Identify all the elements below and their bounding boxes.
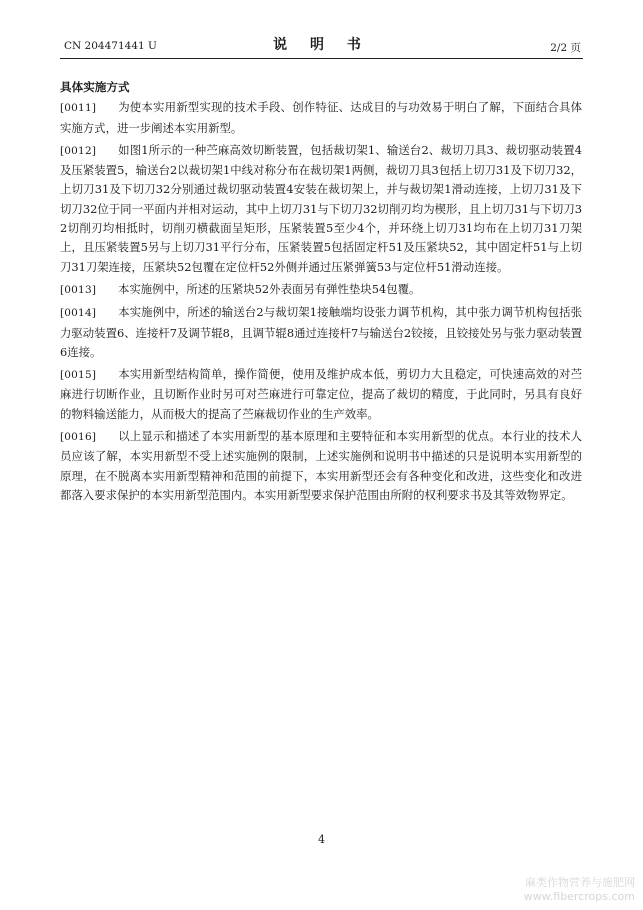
paragraph-0016: [60, 427, 582, 505]
paragraph-text: 为使本实用新型实现的技术手段、创作特征、达成目的与功效易于明白了解，下面结合具体实施方式，进一步阐述本实用新型。: [60, 100, 582, 135]
header-divider: [60, 58, 583, 59]
paragraph-text: 本实用新型结构简单，操作简便，使用及维护成本低，剪切力大且稳定，可快速高效的对苎麻进行切断作业，且切断作业时另可对苎麻进行可靠定位，提高了裁切的精度，于此同时，另具有良好的物料输送能力，从而极大的提高了苎麻裁切作业的生产效率。: [60, 367, 582, 421]
page-indicator: 2/2 页: [550, 42, 581, 54]
watermark-line-2: www.fibercrops.com: [523, 890, 635, 903]
paragraph-number: [0015]: [60, 369, 97, 382]
document-body: [60, 78, 582, 508]
paragraph-0014: [60, 303, 582, 362]
paragraph-0013: [60, 280, 582, 300]
page-number: 4: [318, 833, 325, 846]
section-title: 具体实施方式: [60, 80, 130, 94]
paragraph-number: [0013]: [60, 283, 97, 296]
paragraph-number: [0016]: [60, 431, 97, 444]
paragraph-text: 本实施例中，所述的输送台2与裁切架1接触端均设张力调节机构，其中张力调节机构包括张力驱动装置6、连接杆7及调节辊8，且调节辊8通过连接杆7与输送台2铰接，且铰接处另与张力驱动装置6连接。: [60, 305, 582, 359]
paragraph-text: 本实施例中，所述的压紧块52外表面另有弹性垫块54包覆。: [118, 281, 421, 296]
paragraph-0011: [60, 98, 582, 138]
paragraph-text: 如图1所示的一种苎麻高效切断装置，包括裁切架1、输送台2、裁切刀具3、裁切驱动装置4及压紧装置5，输送台2以裁切架1中线对称分布在裁切架1两侧，裁切刀具3包括上切刀31及下切刀32，上切刀31及下切刀32分别通过裁切驱动装置4安装在裁切架上，并与裁切架1滑动连接，上切刀31及下切刀32位于同一平面内并相对运动，其中上切刀31与下切刀32切削刃均为楔形，且上切刀31与下切刀32切削刃均相抵时，切削刃横截面呈矩形，压紧装置5至少4个，并环绕上切刀31均布在上切刀31刀架上，且压紧装置5另与上切刀31平行分布，压紧装置5包括固定杆51及压紧块52，其中固定杆51与上切刀31刀架连接，压紧块52包覆在定位杆52外侧并通过压紧弹簧53与定位杆51滑动连接。: [60, 142, 582, 274]
patent-number: CN 204471441 U: [64, 40, 157, 52]
paragraph-0015: [60, 365, 582, 424]
paragraph-number: [0011]: [60, 102, 97, 115]
paragraph-0012: [60, 141, 582, 277]
watermark: [524, 876, 635, 904]
paragraph-number: [0012]: [60, 144, 97, 157]
document-title: 说 明 书: [273, 37, 370, 53]
watermark-line-1: 麻类作物营养与施肥网: [525, 876, 635, 889]
page-header: [60, 34, 583, 56]
paragraph-text: 以上显示和描述了本实用新型的基本原理和主要特征和本实用新型的优点。本行业的技术人员应该了解，本实用新型不受上述实施例的限制，上述实施例和说明书中描述的只是说明本实用新型的原理，在不脱离本实用新型精神和范围的前提下，本实用新型还会有各种变化和改进，这些变化和改进都落入要求保护的本实用新型范围内。本实用新型要求保护范围由所附的权利要求书及其等效物界定。: [60, 429, 582, 502]
paragraph-number: [0014]: [60, 307, 97, 320]
